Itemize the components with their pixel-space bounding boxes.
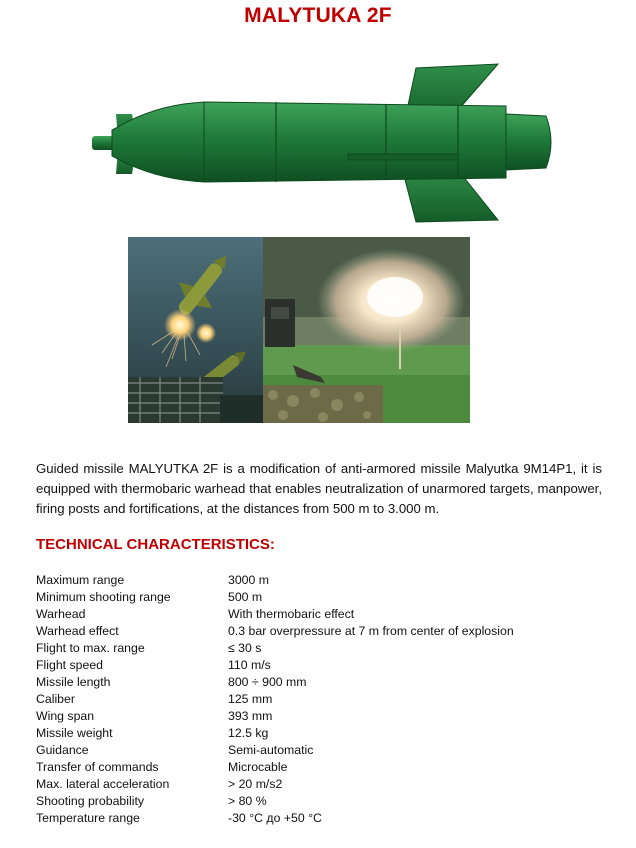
spec-row [36,674,606,691]
spec-value: Microcable [228,760,288,774]
spec-value: > 20 m/s2 [228,777,283,791]
spec-value: -30 °C до +50 °C [228,811,322,825]
spec-row [36,759,606,776]
spec-value: ≤ 30 s [228,641,262,655]
spec-label: Caliber [36,692,75,706]
spec-row [36,589,606,606]
spec-label: Flight speed [36,658,103,672]
spec-value: With thermobaric effect [228,607,355,621]
spec-row [36,572,606,589]
spec-value: 110 m/s [228,658,271,672]
missile-illustration [86,58,562,234]
spec-value: 500 m [228,590,263,604]
spec-row [36,810,606,827]
spec-label: Transfer of commands [36,760,159,774]
spec-row [36,708,606,725]
spec-row [36,742,606,759]
spec-label: Max. lateral acceleration [36,777,170,791]
spec-row [36,725,606,742]
spec-label: Guidance [36,743,89,757]
spec-label: Warhead [36,607,86,621]
spec-label: Maximum range [36,573,125,587]
spec-label: Flight to max. range [36,641,145,655]
spec-label: Shooting probability [36,794,145,808]
section-heading: TECHNICAL CHARACTERISTICS: [36,536,275,553]
spec-value: 3000 m [228,573,270,587]
spec-value: 0.3 bar overpressure at 7 m from center of explosion [228,624,514,638]
spec-label: Missile length [36,675,111,689]
spec-value: 393 mm [228,709,273,723]
spec-label: Minimum shooting range [36,590,171,604]
spec-label: Temperature range [36,811,140,825]
specs-table [36,572,606,827]
spec-label: Wing span [36,709,95,723]
spec-row [36,606,606,623]
missile-description: Guided missile MALYUTKA 2F is a modification of anti-armored missile Malyutka 9M14P1, it is equipped with thermobaric warhead that enables neutralization of unarmored targets, manpower, firing posts and fortifications, at the distances from 500 m to 3.000 m. [36,461,602,516]
missile-launch-photo [128,237,263,423]
spec-row [36,623,606,640]
spec-value: Semi-automatic [228,743,314,757]
spec-value: 12.5 kg [228,726,269,740]
spec-row [36,691,606,708]
spec-value: 125 mm [228,692,273,706]
spec-row [36,657,606,674]
spec-row [36,793,606,810]
spec-label: Missile weight [36,726,113,740]
spec-value: > 80 % [228,794,267,808]
spec-value: 800 ÷ 900 mm [228,675,307,689]
thermobaric-explosion-photo [263,237,470,423]
spec-row [36,640,606,657]
spec-label: Warhead effect [36,624,119,638]
page-title: MALYTUKA 2F [244,4,392,27]
spec-row [36,776,606,793]
